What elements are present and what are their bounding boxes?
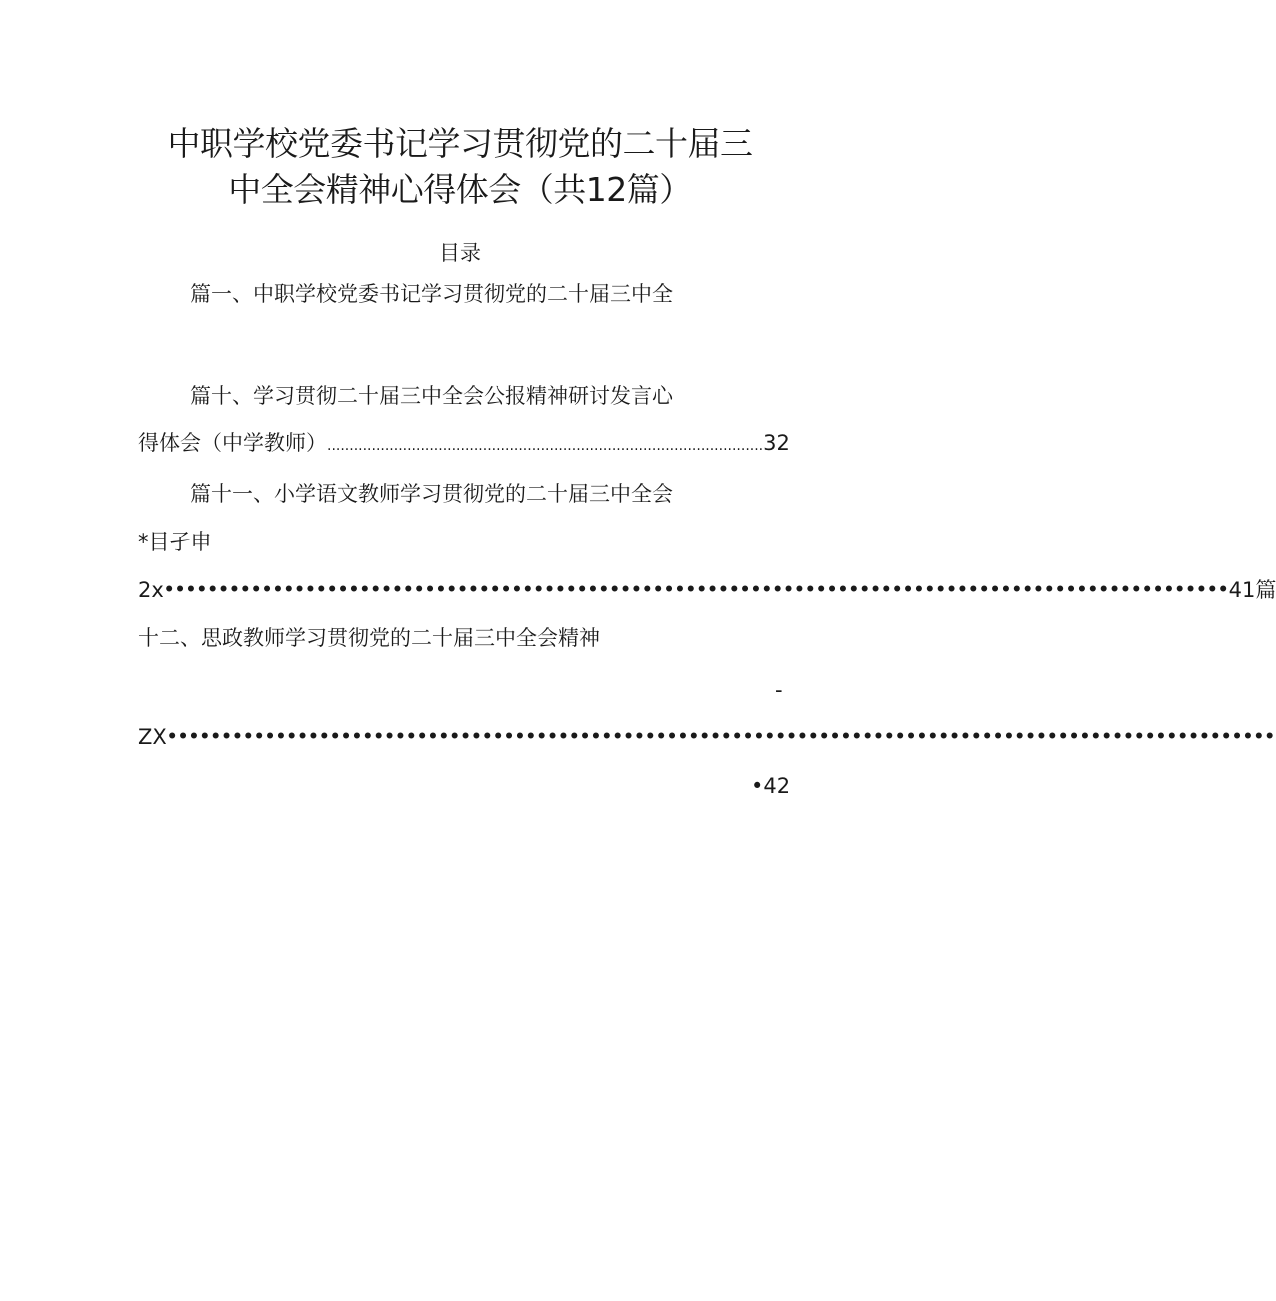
toc-dot-leader: •••••••••••••••••••••••••••••••••••••••••••••••••••••••••••••••••••••••••••••••••••••••••••••••••••••• [166, 727, 1276, 747]
toc-entry-12-line-2 [138, 722, 1276, 752]
toc-entry-11-line-3 [138, 575, 1276, 605]
toc-entry-12-dash: - [775, 678, 783, 702]
toc-entry-11-line-2: *目孑申 [138, 530, 212, 554]
toc-entry-12-line-1: 十二、思政教师学习贯彻党的二十届三中全会精神 [138, 626, 600, 650]
toc-entry-11-line-1: 篇十一、小学语文教师学习贯彻党的二十届三中全会 [190, 482, 673, 506]
toc-entry-10-line-1: 篇十、学习贯彻二十届三中全会公报精神研讨发言心 [190, 384, 673, 408]
toc-entry-10-line-2 [138, 428, 790, 461]
toc-page-number: 32 [763, 431, 790, 455]
toc-page-number: 41篇 [1228, 578, 1276, 602]
toc-entry-text: 2x [138, 578, 164, 602]
toc-heading: 目录 [439, 241, 481, 265]
toc-dot-leader: •••••••••••••••••••••••••••••••••••••••••••••••••••••••••••••••••••••••••••••••••••••••••••••••••• [163, 580, 1229, 600]
toc-page-number: •42 [751, 774, 791, 798]
toc-entry-1: 篇一、中职学校党委书记学习贯彻党的二十届三中全 [190, 282, 673, 306]
document-title-line-1: 中职学校党委书记学习贯彻党的二十届三 [167, 124, 753, 163]
document-title-line-2: 中全会精神心得体会（共12篇） [228, 170, 692, 209]
toc-entry-text: 得体会（中学教师） [138, 431, 327, 455]
toc-entry-text: ZX [138, 725, 167, 749]
toc-dot-leader: .................................................................................................. [327, 438, 764, 454]
